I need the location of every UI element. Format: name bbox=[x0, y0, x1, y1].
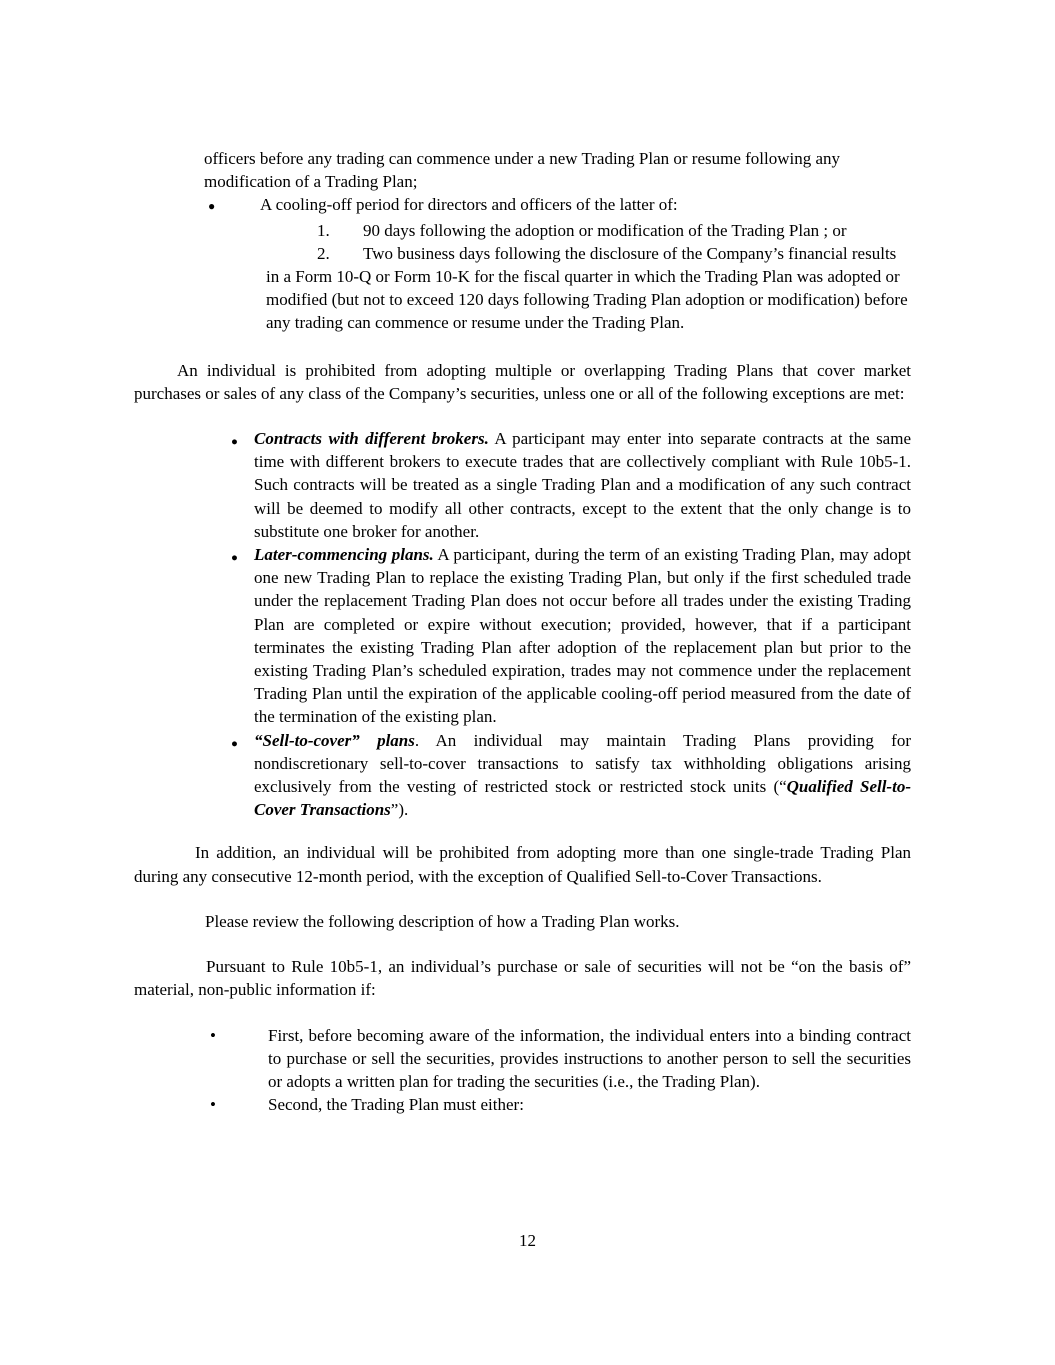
continued-paragraph: officers before any trading can commence under a new Trading Plan or resume following any modification of a Trading Plan; bbox=[204, 149, 841, 192]
condition-first bbox=[208, 1024, 911, 1094]
item-number: 2. bbox=[317, 243, 330, 263]
bullet-icon: ● bbox=[231, 552, 238, 565]
bullet-icon: ● bbox=[231, 436, 238, 449]
conditions-bullet-list bbox=[208, 1024, 911, 1117]
exception-body: A participant, during the term of an existing Trading Plan, may adopt one new Trading Plan to replace the existing Trading Plan, but only if the first scheduled trade under the replacement Trading Plan does not occur before all trades under the existing Trading Plan are completed or expire without execution; provided, however, that if a participant terminates the existing Trading Plan after adoption of the replacement plan but prior to the existing Trading Plan’s scheduled expiration, trades may not commence under the replacement Trading Plan until the expiration of the applicable cooling-off period measured from the date of the termination of the existing plan. bbox=[254, 545, 911, 727]
bullet-icon: ● bbox=[231, 737, 238, 750]
bullet-icon: • bbox=[210, 1025, 216, 1045]
exception-later-commencing-plans bbox=[230, 543, 911, 729]
exception-sell-to-cover-plans bbox=[230, 729, 911, 822]
item-text: Two business days following the disclosure of the Company’s financial results in a Form 10-Q or Form 10-K for the fiscal quarter in which the Trading Plan was adopted or modified (but not to exceed 120 days following Trading Plan adoption or modification) before any trading can commence or resume under the Trading Plan. bbox=[266, 243, 908, 333]
exception-lead: Contracts with different brokers. bbox=[254, 429, 489, 449]
condition-text: First, before becoming aware of the information, the individual enters into a binding contract to purchase or sell the securities, provides instructions to another person to sell the securities or adopts a written plan for trading the securities (i.e., the Trading Plan). bbox=[268, 1025, 911, 1091]
page-number: 12 bbox=[519, 1231, 536, 1250]
paragraph-multiple-plans: An individual is prohibited from adopting multiple or overlapping Trading Plans that cover market purchases or sales of any class of the Company’s securities, unless one or all of the following exceptions are met: bbox=[134, 360, 911, 403]
numbered-item-2 bbox=[266, 242, 911, 335]
bullet-icon: • bbox=[210, 1095, 216, 1115]
exception-emphasis: Qualified Sell-to-Cover Transactions bbox=[254, 777, 911, 820]
exception-tail: ”). bbox=[390, 800, 409, 820]
exceptions-bullet-list bbox=[230, 427, 911, 821]
exception-contracts-different-brokers bbox=[230, 427, 911, 543]
cooling-off-numbered-list bbox=[266, 219, 911, 335]
numbered-item-1 bbox=[266, 219, 911, 242]
condition-text: Second, the Trading Plan must either: bbox=[268, 1095, 524, 1115]
exception-body: A participant may enter into separate contracts at the same time with different brokers to execute trades that are collectively compliant with Rule 10b5-1. Such contracts will be treated as a single Trading Plan and a modification of any such contract will be deemed to modify all other contracts, except to the extent that the only change is to substitute one broker for another. bbox=[254, 429, 911, 541]
paragraph-pursuant-rule: Pursuant to Rule 10b5-1, an individual’s purchase or sale of securities will not be “on the basis of” material, non-public information if: bbox=[134, 957, 911, 1000]
bullet-icon: ● bbox=[208, 199, 216, 214]
condition-second bbox=[208, 1093, 911, 1116]
item-text: 90 days following the adoption or modification of the Trading Plan ; or bbox=[363, 220, 847, 240]
paragraph-please-review: Please review the following description of how a Trading Plan works. bbox=[205, 911, 680, 931]
cooling-off-text: A cooling-off period for directors and officers of the latter of: bbox=[260, 195, 678, 215]
exception-lead: Later-commencing plans. bbox=[254, 545, 434, 565]
item-number: 1. bbox=[317, 220, 330, 240]
paragraph-single-trade: In addition, an individual will be prohibited from adopting more than one single-trade Trading Plan during any consecutive 12-month period, with the exception of Qualified Sell-to-Cover Transactions. bbox=[134, 843, 911, 886]
exception-lead: “Sell-to-cover” plans bbox=[254, 730, 415, 750]
cooling-off-bullet-item bbox=[208, 193, 911, 218]
exception-body: . An individual may maintain Trading Plans providing for nondiscretionary sell-to-cover transactions to satisfy tax withholding obligations arising exclusively from the vesting of restricted stock or restricted stock units (“ bbox=[254, 730, 911, 797]
